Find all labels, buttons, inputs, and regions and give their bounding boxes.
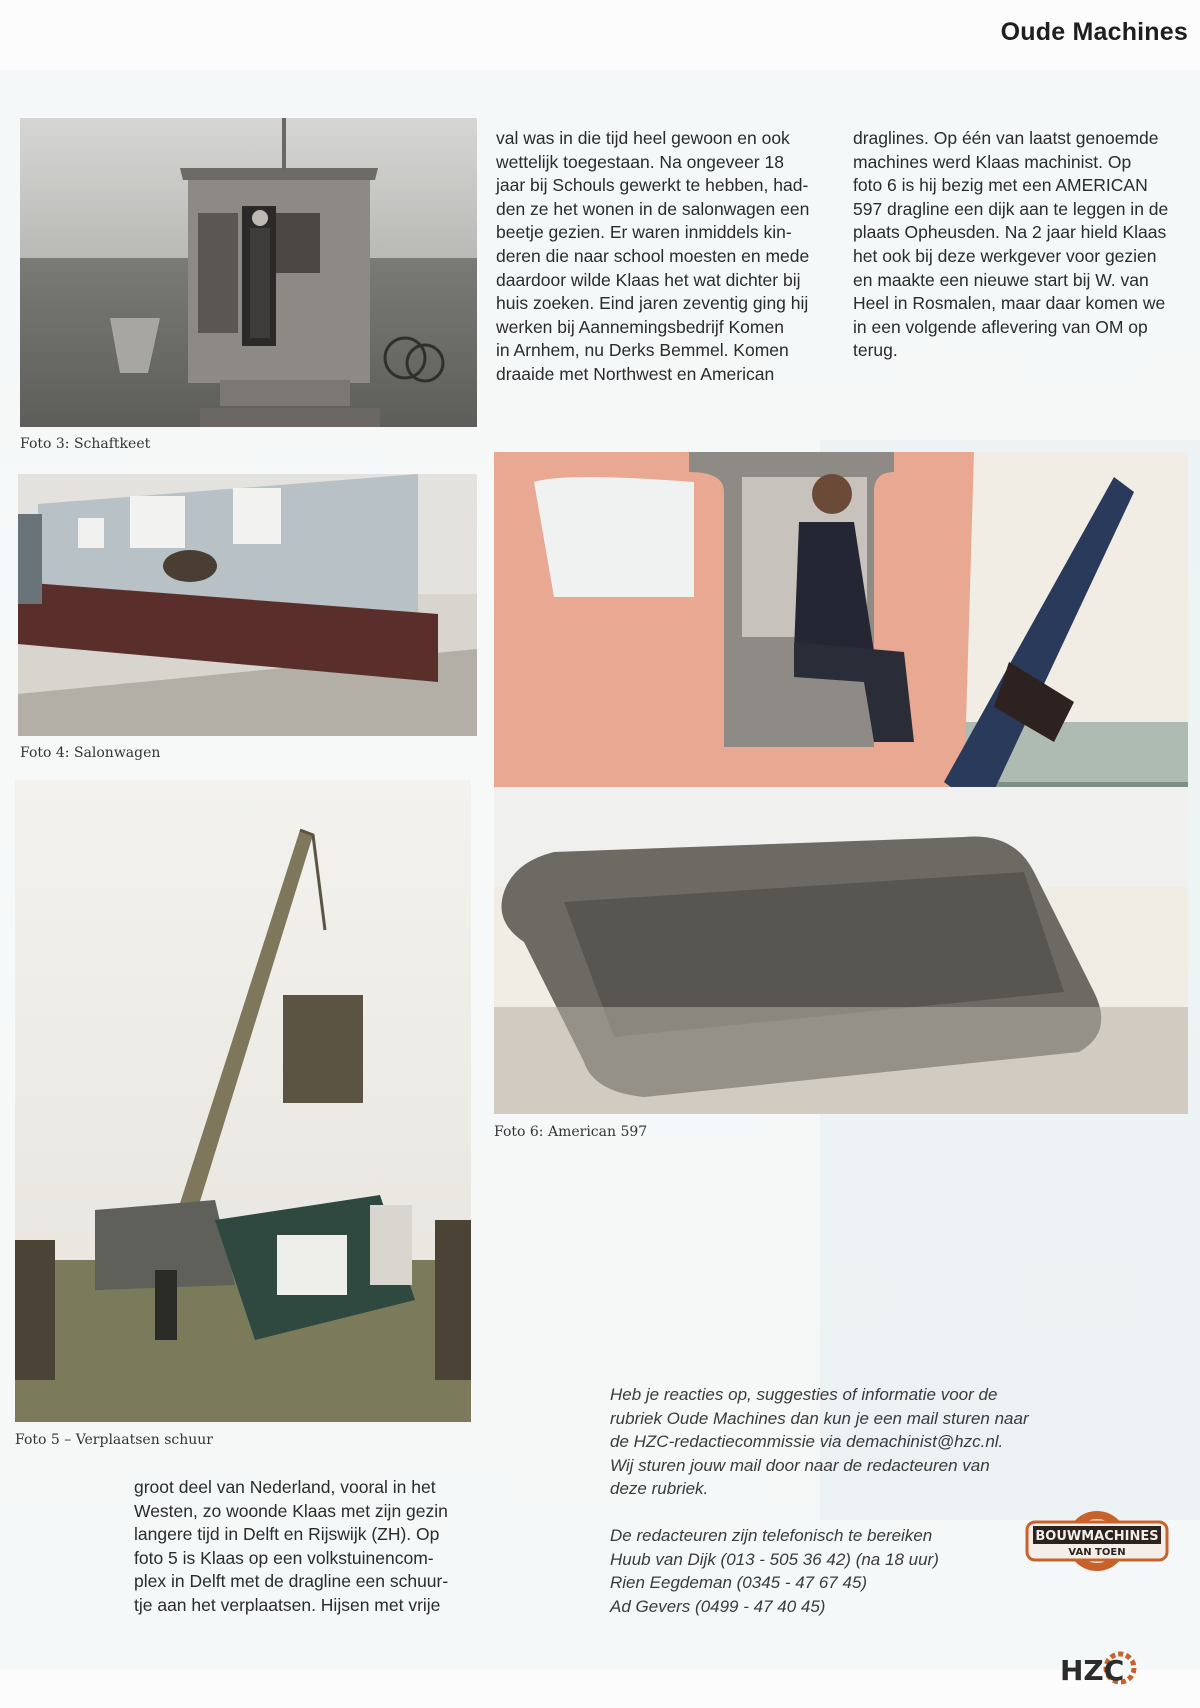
text-line: langere tijd in Delft en Rijswijk (ZH). Op [134, 1524, 440, 1545]
text-line: in een volgende aflevering van OM op [853, 316, 1148, 337]
text-line: machines werd Klaas machinist. Op [853, 151, 1132, 172]
text-line: val was in die tijd heel gewoon en ook [496, 128, 790, 148]
caption-foto4: Foto 4: Salonwagen [20, 745, 161, 761]
caption-foto5: Foto 5 – Verplaatsen schuur [15, 1432, 213, 1448]
text-line: in Arnhem, nu Derks Bemmel. Komen [496, 340, 789, 361]
photo-american-597 [494, 452, 1188, 1114]
text-line: het ook bij deze werkgever voor gezien [853, 245, 1157, 266]
text-line: deze rubriek. [610, 1479, 709, 1498]
editor-line: Ad Gevers (0499 - 47 40 45) [610, 1596, 826, 1616]
text-line: deren die naar school moesten en mede [496, 245, 810, 266]
caption-foto3: Foto 3: Schaftkeet [20, 436, 151, 452]
text-line: jaar bij Schouls gewerkt te hebben, had- [496, 175, 809, 196]
article-column-bottom-left [134, 1476, 479, 1618]
article-column-right [853, 127, 1193, 363]
text-line: foto 5 is Klaas op een volkstuinencom- [134, 1547, 434, 1568]
section-title: Oude Machines [1000, 18, 1188, 46]
hzc-logo [1058, 1646, 1138, 1698]
text-line: Wij sturen jouw mail door naar de redacteuren van [610, 1455, 990, 1475]
photo-salonwagen [18, 474, 477, 736]
text-line: huis zoeken. Eind jaren zeventig ging hij [496, 293, 809, 314]
text-line: rubriek Oude Machines dan kun je een mail sturen naar [610, 1408, 1029, 1428]
photo-schaftkeet [20, 118, 477, 427]
editor-line: Rien Eegdeman (0345 - 47 67 45) [610, 1573, 868, 1592]
text-line: werken bij Aannemingsbedrijf Komen [496, 316, 784, 337]
text-line: beetje gezien. Er waren inmiddels kin- [496, 222, 792, 243]
badge-line2: VAN TOEN [1068, 1547, 1126, 1558]
editors-intro: De redacteuren zijn telefonisch te bereiken [610, 1526, 933, 1545]
text-line: en maakte een nieuwe start bij W. van [853, 269, 1149, 290]
text-line: wettelijk toegestaan. Na ongeveer 18 [496, 151, 784, 172]
text-line: plex in Delft met de dragline een schuur- [134, 1571, 449, 1592]
caption-foto6: Foto 6: American 597 [494, 1124, 648, 1140]
text-line: Heb je reacties op, suggesties of informatie voor de [610, 1385, 998, 1404]
text-line: Westen, zo woonde Klaas met zijn gezin [134, 1500, 448, 1521]
contact-editors [610, 1524, 1080, 1618]
badge-line1: BOUWMACHINES [1035, 1529, 1159, 1544]
text-line: groot deel van Nederland, vooral in het [134, 1477, 436, 1497]
text-line: Heel in Rosmalen, maar daar komen we [853, 293, 1166, 314]
text-line: den ze het wonen in de salonwagen een [496, 198, 810, 219]
contact-email-line[interactable]: de HZC-redactiecommissie via demachinist@hzc.nl. [610, 1432, 1004, 1451]
bouwmachines-van-toen-logo [1023, 1508, 1171, 1574]
text-line: daardoor wilde Klaas het wat dichter bij [496, 269, 801, 290]
text-line: draaide met Northwest en American [496, 363, 775, 384]
photo-verplaatsen-schuur [15, 780, 471, 1422]
editor-line: Huub van Dijk (013 - 505 36 42) (na 18 uur) [610, 1549, 939, 1569]
contact-intro [610, 1383, 1080, 1501]
text-line: 597 dragline een dijk aan te leggen in de [853, 198, 1169, 219]
hzc-logo-text: HZC [1060, 1654, 1125, 1687]
text-line: draglines. Op één van laatst genoemde [853, 128, 1159, 148]
text-line: tje aan het verplaatsen. Hijsen met vrije [134, 1594, 441, 1615]
text-line: plaats Opheusden. Na 2 jaar hield Klaas [853, 222, 1167, 243]
text-line: terug. [853, 340, 898, 361]
article-column-middle [496, 127, 841, 387]
text-line: foto 6 is hij bezig met een AMERICAN [853, 175, 1148, 196]
